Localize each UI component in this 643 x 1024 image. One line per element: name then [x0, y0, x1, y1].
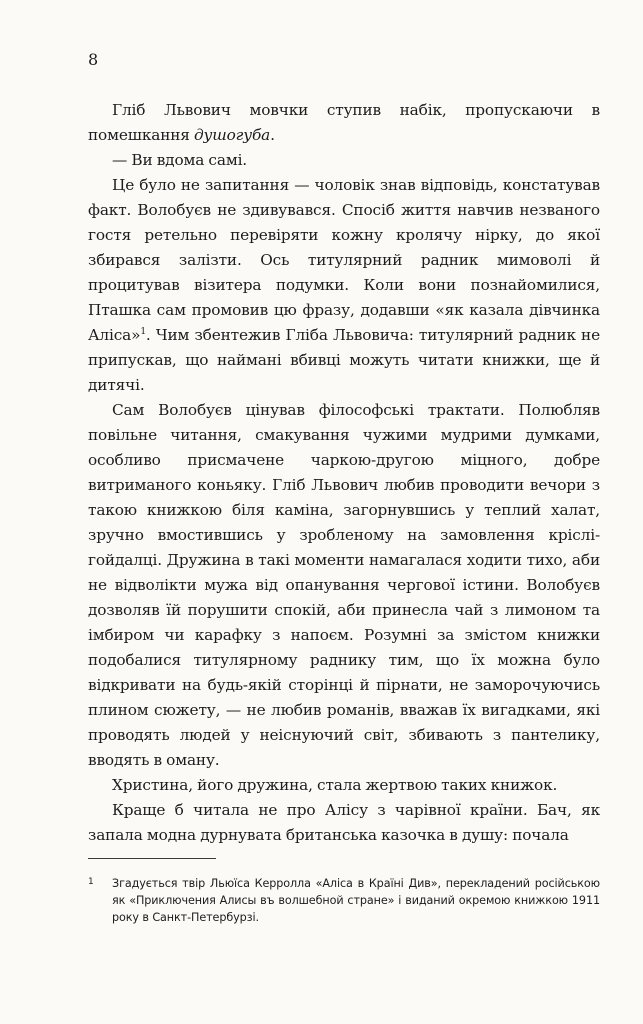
page-number: 8	[88, 50, 99, 69]
dialogue-line: — Ви вдома самі.	[112, 151, 248, 169]
book-page	[88, 50, 600, 926]
footnote-mark: 1	[88, 877, 94, 887]
paragraph-3-end: . Чим збентежив Гліба Львовича: титулярний радник не припускав, що наймані вбивці можуть читати книжки, ще й дитячі.	[88, 326, 600, 394]
paragraph-6: Краще б читала не про Алісу з чарівної країни. Бач, як запала модна дурнувата британська казочка в душу: почала	[88, 801, 600, 844]
paragraph-1-text: Гліб Львович мовчки ступив набік, пропускаючи в помешкання	[88, 101, 600, 144]
footnote-text: Згадується твір Льюїса Керролла «Аліса в Країні Див», перекладений російською як «Приключения Алисы въ волшебной стране» і виданий окремою книжкою 1911 року в Санкт-Петербурзі.	[112, 877, 600, 924]
paragraph-1-end: .	[270, 126, 275, 144]
footnote-divider	[88, 858, 216, 859]
paragraph-1-emphasis: душогуба	[194, 126, 271, 144]
paragraph-3-text: Це було не запитання — чоловік знав відповідь, констатував факт. Волобуєв не здивувався. Спосіб життя навчив незваного гостя ретельно перевіряти кожну кролячу нірку, до якої збирався залізти. Ось титулярний радник мимоволі й процитував візитера подумки. Коли вони познайомилися, Пташка сам промовив цю фразу, додавши «як казала дівчинка Аліса»	[88, 176, 600, 344]
paragraph-4: Сам Волобуєв цінував філософські трактати. Полюбляв повільне читання, смакування чужими мудрими думками, особливо присмачене чаркою-другою міцного, добре витриманого коньяку. Гліб Львович любив проводити вечори з такою книжкою біля каміна, загорнувшись у теплий халат, зручно вмостившись у зробленому на замовлення кріслі-гойдалці. Дружина в такі моменти намагалася ходити тихо, аби не відволікти мужа від опанування чергової істини. Волобуєв дозволяв їй порушити спокій, аби принесла чай з лимоном та імбиром чи карафку з напоєм. Розумні за змістом книжки подобалися титулярному раднику тим, що їх можна було відкривати на будь-якій сторінці й пірнати, не заморочуючись плином сюжету, — не любив романів, вважав їх вигадками, які проводять людей у неіснуючий світ, збивають з пантелику, вводять в оману.	[88, 401, 600, 769]
paragraph-5: Христина, його дружина, стала жертвою таких книжок.	[112, 776, 558, 794]
footnote	[88, 875, 600, 926]
paragraph-3	[88, 173, 600, 398]
paragraph-1	[88, 98, 600, 148]
footnote-reference[interactable]: 1	[140, 326, 146, 337]
